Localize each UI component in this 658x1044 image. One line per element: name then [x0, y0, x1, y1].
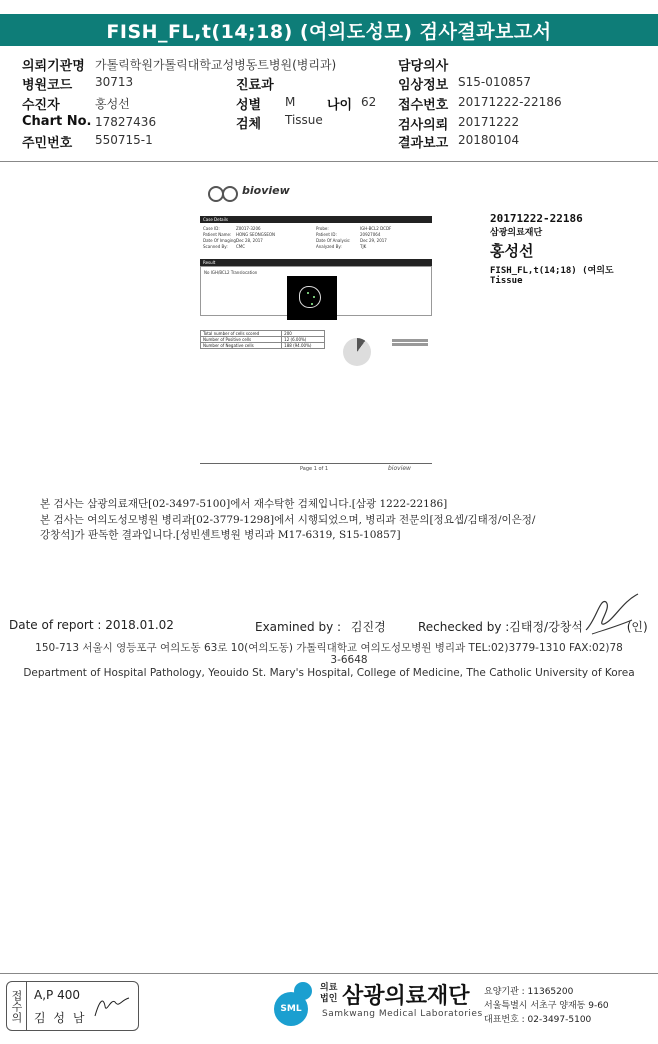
seal-mark: (인): [626, 620, 648, 634]
specimen-sticker: [490, 212, 658, 286]
page-number: Page 1 of 1: [300, 466, 329, 472]
sticker-test: FISH_FL,t(14;18) (여의도: [490, 266, 614, 276]
report-date: [9, 618, 174, 632]
address-english: Department of Hospital Pathology, Yeouido St. Mary's Hospital, College of Medicine, The Catholic University of Korea: [23, 667, 635, 679]
note-line-3: 강창석]가 판독한 결과입니다.[성빈센트병원 병리과 M17-6319, S15-10857]: [40, 529, 401, 541]
receipt-no-label: 접수번호: [398, 98, 449, 113]
address-korean-line-1: 150-713 서울시 영등포구 여의도동 63로 10(여의도동) 가톨릭대학교 여의도성모병원 병리과 TEL:02)3779-1310 FAX:02)78: [35, 642, 623, 654]
patient-id-label: Patient ID:: [316, 232, 337, 237]
report-date-label: 결과보고: [398, 136, 449, 151]
resident-id-value: 550715-1: [95, 133, 153, 147]
sml-logo-icon: [268, 982, 316, 1030]
table-cell: Number of Positive cells: [201, 337, 282, 343]
logo-circle: SML: [274, 992, 308, 1026]
cell-count-table: [200, 330, 325, 349]
institution-label: 의뢰기관명: [22, 59, 85, 74]
result-text: No IGH/BCL2 Translocation: [204, 270, 258, 275]
legal-line-1: 의료: [320, 983, 338, 993]
specimen-value: Tissue: [285, 113, 323, 127]
analysis-date-value: Dec 29, 2017: [360, 238, 387, 243]
report-date-value: 2018.01.02: [105, 618, 174, 632]
table-cell: 200: [282, 331, 325, 337]
legal-mark: [320, 983, 337, 1005]
patient-info-section: [0, 50, 658, 162]
sticker-org: 삼광의료재단: [490, 228, 543, 238]
probe-value: IGH-BCL2 DCDF: [360, 226, 392, 231]
org-name: 삼광의료재단: [342, 984, 470, 1009]
table-row: [201, 343, 325, 349]
chart-no-value: 17827436: [95, 115, 157, 129]
report-title: FISH_FL,t(14;18) (여의도성모) 검사결과보고서: [106, 20, 552, 43]
table-cell: 188 (94.00%): [282, 343, 325, 349]
rechecked-by-value: 김태정/강창석: [509, 620, 583, 634]
imaging-date-label: Date Of Imaging:: [203, 238, 238, 243]
rechecked-by-label: Rechecked by :: [418, 620, 510, 634]
scanned-by-label: Scanned By:: [203, 244, 228, 249]
address-korean-line-2: 3-6648: [330, 654, 368, 666]
patient-id-value: 20927064: [360, 232, 381, 237]
signal-dot: [307, 292, 309, 294]
age-label: 나이: [327, 98, 353, 113]
age-value: 62: [361, 95, 377, 109]
patient-value: 홍성선: [95, 97, 130, 111]
imaging-date-value: Dec 28, 2017: [236, 238, 263, 243]
case-id-value: Z0017-3206: [236, 226, 261, 231]
patient-name-value: HONG SEONGSEON: [236, 232, 276, 237]
clinical-info-label: 임상정보: [398, 78, 449, 93]
sticker-receipt-no: 20171222-22186: [490, 212, 583, 225]
hospital-code-label: 병원코드: [22, 78, 73, 93]
analyzed-by-label: Analyzed By:: [316, 244, 342, 249]
legal-line-2: 법인: [320, 994, 338, 1004]
receiver-name: 김 성 남: [34, 1011, 87, 1025]
request-date-value: 20171222: [458, 115, 520, 129]
bioview-logo: [206, 182, 290, 206]
nucleus-outline: [299, 286, 321, 308]
bioview-small-logo: bioview: [388, 465, 411, 472]
chart-no-label: Chart No.: [22, 114, 92, 129]
receiver-signature-icon: [93, 992, 133, 1022]
analyzed-by-value: TJK: [360, 244, 367, 249]
org-english: Samkwang Medical Laboratories: [322, 1009, 483, 1019]
hospital-code-value: 30713: [95, 75, 134, 89]
scanned-fish-report: [200, 180, 432, 480]
examined-by: [255, 618, 386, 635]
institution-value: 가톨릭학원가톨릭대학교성병동트병원(병리과): [95, 58, 337, 72]
examined-by-value: 김진경: [350, 620, 386, 634]
page-divider: [200, 463, 432, 464]
fish-cell-image: [287, 276, 337, 320]
positive-ratio-pie: [343, 338, 371, 366]
note-line-1: 본 검사는 삼광의료재단[02-3497-5100]에서 재수탁한 검체입니다.[삼광 1222-22186]: [40, 498, 448, 510]
org-address: 서울특별시 서초구 양재동 9-60: [484, 1001, 609, 1011]
probe-label: Probe:: [316, 226, 329, 231]
org-phone: 대표번호 : 02-3497-5100: [484, 1015, 592, 1025]
report-title-bar: [0, 14, 658, 46]
table-cell: Total number of cells scored: [201, 331, 282, 337]
bottom-divider: [0, 973, 658, 974]
receiver-side-label: 접수의: [7, 982, 27, 1030]
resident-id-label: 주민번호: [22, 136, 73, 151]
patient-label: 수진자: [22, 98, 60, 113]
note-line-2: 본 검사는 여의도성모병원 병리과[02-3779-1298]에서 시행되었으며, 병리과 전문의[정요셉/김태정/이은정/: [40, 514, 536, 526]
scanned-by-value: CMC: [236, 244, 246, 249]
sex-label: 성별: [236, 98, 262, 113]
report-date-value: 20180104: [458, 133, 520, 147]
sticker-patient: 홍성선: [490, 242, 534, 260]
case-details-header: Case Details: [200, 216, 432, 223]
receiver-box: [6, 981, 139, 1031]
specimen-label: 검체: [236, 117, 262, 132]
examined-by-label: Examined by :: [255, 620, 342, 634]
patient-name-label: Patient Name:: [203, 232, 232, 237]
pie-legend: [392, 339, 428, 349]
table-cell: 12 (6.00%): [282, 337, 325, 343]
request-date-label: 검사의뢰: [398, 118, 449, 133]
signal-dot: [311, 303, 313, 305]
sticker-specimen: Tissue: [490, 276, 523, 286]
doctor-label: 담당의사: [398, 59, 449, 74]
sex-value: M: [285, 95, 296, 109]
table-cell: Number of Negative cells: [201, 343, 282, 349]
case-id-label: Case ID:: [203, 226, 220, 231]
signature-icon: [582, 590, 642, 640]
report-date-label: Date of report :: [9, 618, 102, 632]
analysis-date-label: Date Of Analysis:: [316, 238, 351, 243]
receipt-no-value: 20171222-22186: [458, 95, 562, 109]
institution-code: 요양기관 : 11365200: [484, 987, 574, 997]
signal-dot: [313, 296, 315, 298]
receiver-code: A,P 400: [34, 988, 80, 1002]
department-label: 진료과: [236, 78, 274, 93]
result-header: Result: [200, 259, 432, 266]
logo-ring-icon: [222, 186, 238, 202]
clinical-info-value: S15-010857: [458, 75, 532, 89]
logo-text: bioview: [242, 184, 290, 197]
